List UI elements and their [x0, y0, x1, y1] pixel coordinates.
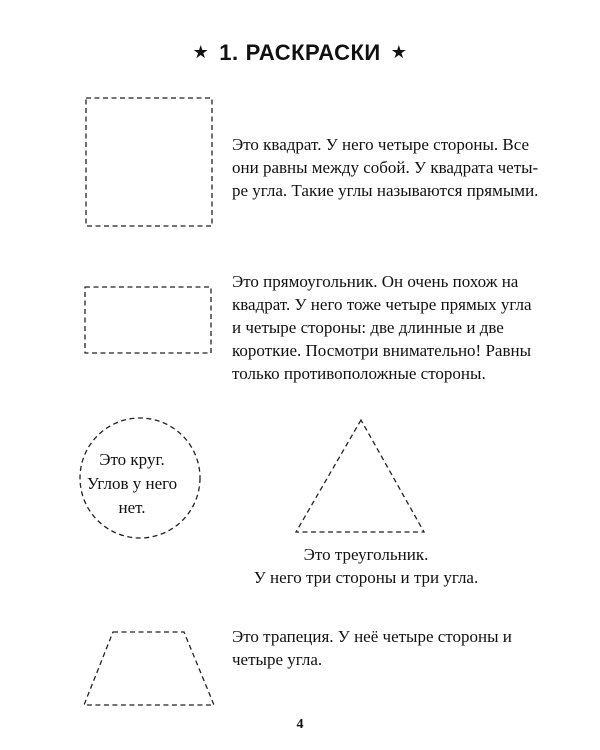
text-line: нет.: [118, 498, 146, 517]
triangle-description: [236, 543, 496, 589]
text-line: только противоположные стороны.: [232, 364, 486, 383]
text-line: короткие. Посмотри внимательно! Равны: [232, 341, 532, 360]
dashed-trapezoid: [84, 632, 214, 705]
text-line: У него три стороны и три угла.: [253, 568, 479, 587]
text-line: они равны между собой. У квадрата четы-: [232, 158, 539, 177]
text-line: четыре угла.: [232, 650, 323, 669]
text-line: Это трапеция. У неё четыре стороны и: [232, 627, 512, 646]
star-icon: ★: [192, 42, 210, 62]
text-line: Это круг.: [99, 450, 165, 469]
text-line: Углов у него: [86, 474, 178, 493]
text-line: ре угла. Такие углы называются прямыми.: [232, 181, 539, 200]
section-number: 1.: [219, 40, 239, 65]
text-line: Это треугольник.: [303, 545, 429, 564]
section-title: РАСКРАСКИ: [245, 40, 381, 65]
dashed-square: [86, 98, 212, 226]
dashed-rectangle: [85, 287, 211, 353]
page-number: 4: [296, 717, 304, 732]
rectangle-description: [232, 270, 542, 385]
text-line: квадрат. У него тоже четыре прямых угла: [232, 295, 532, 314]
text-line: и четыре стороны: две длинные и две: [232, 318, 504, 337]
trapezoid-description: [232, 625, 542, 671]
square-description: [232, 133, 542, 202]
star-icon: ★: [390, 42, 408, 62]
text-line: Это квадрат. У него четыре стороны. Все: [232, 135, 530, 154]
dashed-triangle: [296, 420, 424, 532]
circle-description: [82, 448, 182, 520]
text-line: Это прямоугольник. Он очень похож на: [232, 272, 519, 291]
